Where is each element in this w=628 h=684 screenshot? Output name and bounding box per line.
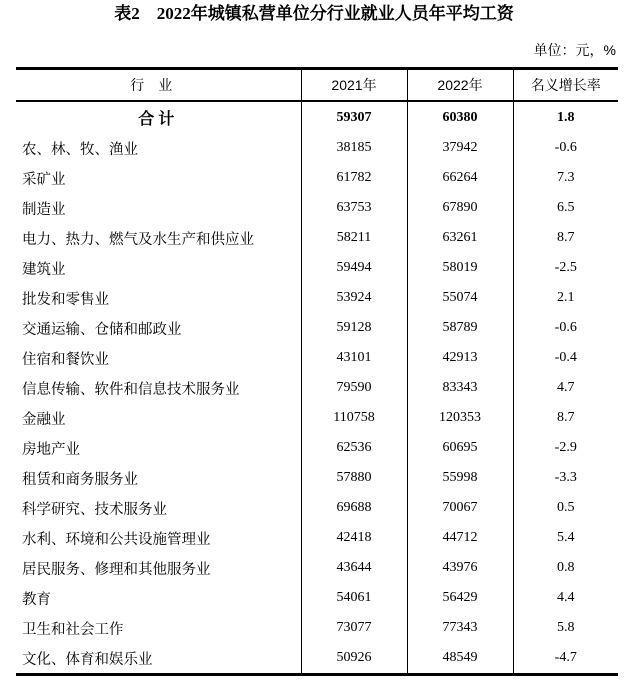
table-row [16,253,618,283]
industry-cell: 制造业 [22,201,66,218]
value-2021-cell: 50926 [301,643,407,675]
growth-cell: -0.6 [513,133,618,163]
header-growth: 名义增长率 [513,69,618,102]
table-title: 表2 2022年城镇私营单位分行业就业人员年平均工资 [114,4,514,23]
table-row [16,313,618,343]
value-2021-cell: 63753 [301,193,407,223]
value-2021-cell: 62536 [301,433,407,463]
table-row [16,283,618,313]
industry-cell: 信息传输、软件和信息技术服务业 [22,381,240,398]
table-row [16,163,618,193]
industry-cell: 教育 [22,591,51,608]
value-2022-cell: 120353 [407,403,513,433]
value-2022-cell: 44712 [407,523,513,553]
growth-cell: -2.9 [513,433,618,463]
total-2021: 59307 [301,101,407,133]
value-2021-cell: 43101 [301,343,407,373]
table-row [16,583,618,613]
growth-cell: 4.4 [513,583,618,613]
header-2022: 2022年 [407,69,513,102]
value-2021-cell: 59494 [301,253,407,283]
industry-cell: 租赁和商务服务业 [22,471,138,488]
value-2022-cell: 70067 [407,493,513,523]
value-2021-cell: 43644 [301,553,407,583]
industry-cell: 金融业 [22,411,66,428]
industry-cell: 农、林、牧、渔业 [22,141,138,158]
growth-cell: 5.4 [513,523,618,553]
value-2022-cell: 37942 [407,133,513,163]
header-row [16,69,618,102]
value-2022-cell: 58019 [407,253,513,283]
value-2022-cell: 58789 [407,313,513,343]
wage-table [16,67,618,676]
value-2021-cell: 73077 [301,613,407,643]
total-row [16,101,618,133]
growth-cell: 2.1 [513,283,618,313]
value-2021-cell: 38185 [301,133,407,163]
growth-cell: 8.7 [513,403,618,433]
value-2022-cell: 67890 [407,193,513,223]
table-row [16,373,618,403]
table-row [16,553,618,583]
table-row [16,433,618,463]
value-2021-cell: 53924 [301,283,407,313]
value-2022-cell: 63261 [407,223,513,253]
total-growth: 1.8 [513,101,618,133]
header-2021: 2021年 [301,69,407,102]
growth-cell: 8.7 [513,223,618,253]
value-2021-cell: 59128 [301,313,407,343]
table-row [16,493,618,523]
industry-cell: 电力、热力、燃气及水生产和供应业 [22,231,254,248]
value-2022-cell: 60695 [407,433,513,463]
industry-cell: 批发和零售业 [22,291,109,308]
growth-cell: -2.5 [513,253,618,283]
industry-cell: 住宿和餐饮业 [22,351,109,368]
value-2021-cell: 57880 [301,463,407,493]
industry-cell: 居民服务、修理和其他服务业 [22,561,211,578]
growth-cell: -0.4 [513,343,618,373]
value-2021-cell: 54061 [301,583,407,613]
total-2022: 60380 [407,101,513,133]
table-row [16,463,618,493]
industry-cell: 采矿业 [22,171,66,188]
growth-cell: 0.8 [513,553,618,583]
value-2022-cell: 56429 [407,583,513,613]
growth-cell: 0.5 [513,493,618,523]
growth-cell: -0.6 [513,313,618,343]
table-row [16,403,618,433]
value-2022-cell: 48549 [407,643,513,675]
table-row [16,133,618,163]
value-2022-cell: 77343 [407,613,513,643]
value-2022-cell: 43976 [407,553,513,583]
industry-cell: 水利、环境和公共设施管理业 [22,531,211,548]
table-row [16,223,618,253]
value-2021-cell: 61782 [301,163,407,193]
total-label: 合计 [138,111,179,128]
value-2021-cell: 110758 [301,403,407,433]
industry-cell: 文化、体育和娱乐业 [22,651,153,668]
growth-cell: 5.8 [513,613,618,643]
value-2021-cell: 69688 [301,493,407,523]
growth-cell: 6.5 [513,193,618,223]
value-2022-cell: 83343 [407,373,513,403]
value-2021-cell: 58211 [301,223,407,253]
table-row [16,613,618,643]
value-2021-cell: 79590 [301,373,407,403]
unit-label: 单位：元，% [533,42,616,58]
industry-cell: 交通运输、仓储和邮政业 [22,321,182,338]
value-2022-cell: 66264 [407,163,513,193]
industry-cell: 建筑业 [22,261,66,278]
table-row [16,193,618,223]
growth-cell: -4.7 [513,643,618,675]
growth-cell: 7.3 [513,163,618,193]
growth-cell: 4.7 [513,373,618,403]
growth-cell: -3.3 [513,463,618,493]
industry-cell: 房地产业 [22,441,80,458]
value-2021-cell: 42418 [301,523,407,553]
table-row [16,343,618,373]
table-row [16,523,618,553]
value-2022-cell: 42913 [407,343,513,373]
table-row [16,643,618,675]
industry-cell: 科学研究、技术服务业 [22,501,167,518]
value-2022-cell: 55998 [407,463,513,493]
header-industry: 行业 [16,69,301,102]
industry-cell: 卫生和社会工作 [22,621,124,638]
value-2022-cell: 55074 [407,283,513,313]
